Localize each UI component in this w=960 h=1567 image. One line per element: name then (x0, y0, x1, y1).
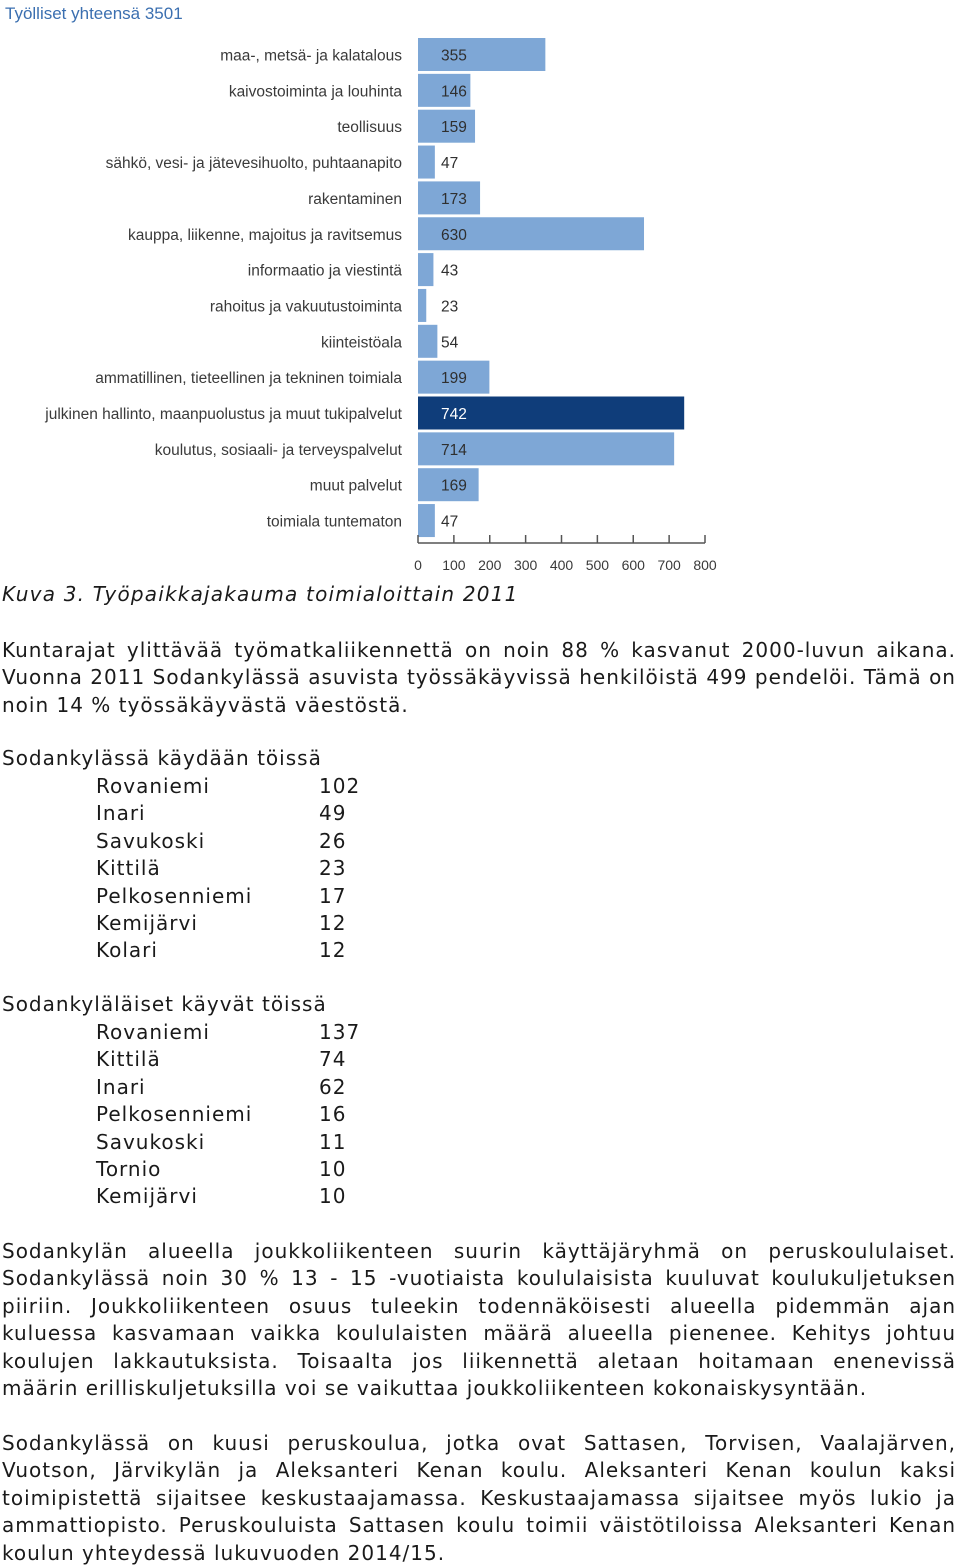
bar (418, 504, 435, 537)
place-name: Inari (96, 1074, 146, 1099)
category-label: muut palvelut (309, 477, 402, 495)
value-label: 159 (441, 119, 467, 137)
x-tick-label: 500 (585, 557, 610, 573)
place-name: Inari (96, 801, 146, 826)
commuter-count: 10 (319, 1156, 347, 1181)
commuter-count: 74 (319, 1047, 347, 1072)
value-label: 630 (441, 226, 467, 244)
paragraph-commuting: Kuntarajat ylittävää työmatkaliikennettä on noin 88 % kasvanut 2000-luvun aikana. Vuonna 2011 Sodankylässä asuvista työssäkäyvissä henkilöistä 499 pendelöi. Tämä on noin 14 % työssäkäyvästä väestöstä. (2, 638, 956, 717)
category-label: koulutus, sosiaali- ja terveyspalvelut (154, 441, 402, 459)
chart-title: Työlliset yhteensä 3501 (5, 4, 183, 23)
value-label: 47 (441, 513, 459, 531)
outgoing-heading: Sodankyläläiset käyvät töissä (2, 992, 327, 1016)
value-label: 714 (441, 441, 467, 459)
place-name: Kemijärvi (96, 1184, 198, 1209)
value-label: 47 (441, 155, 459, 173)
category-label: rahoitus ja vakuutustoiminta (209, 298, 402, 316)
commuter-count: 16 (319, 1102, 347, 1127)
paragraph-public-transport: Sodankylän alueella joukkoliikenteen suurin käyttäjäryhmä on peruskoululaiset. Sodankylässä noin 30 % 13 - 15 -vuotiaista koululaisista kuuluvat koulukuljetuksen piiriin. Joukkoliikenteen osuus tuleekin todennäköisesti alueella pidemmän ajan kuluessa kasvamaan vaikka koululaisten määrä alueella pienenee. Kehitys johtuu koulujen lakkautuksista. Toisaalta jos liikennettä aletaan hoitamaan enenevissä määrin erilliskuljetuksilla voi se vaikuttaa joukkoliikenteen kokonaiskysyntään. (2, 1239, 956, 1401)
incoming-heading: Sodankylässä käydään töissä (2, 746, 322, 770)
value-label: 146 (441, 83, 467, 101)
commuter-count: 26 (319, 828, 347, 853)
bar (418, 253, 433, 286)
value-label: 199 (441, 370, 467, 388)
commuter-count: 11 (319, 1129, 347, 1154)
commuter-count: 102 (319, 774, 361, 798)
value-label: 169 (441, 477, 467, 495)
category-label: julkinen hallinto, maanpuolustus ja muut tukipalvelut (45, 406, 402, 423)
category-label: maa-, metsä- ja kalatalous (220, 47, 402, 65)
value-label: 43 (441, 262, 459, 280)
place-name: Kemijärvi (96, 910, 198, 935)
category-label: ammatillinen, tieteellinen ja tekninen toimiala (95, 370, 402, 388)
place-name: Kolari (96, 938, 158, 963)
value-label: 23 (441, 298, 459, 316)
commuter-count: 10 (319, 1184, 347, 1209)
industry-bar-chart (0, 0, 960, 580)
place-name: Pelkosenniemi (96, 1102, 253, 1127)
bar (418, 289, 426, 322)
x-tick-label: 300 (513, 557, 538, 573)
place-name: Kittilä (96, 1047, 161, 1072)
x-tick-label: 700 (657, 557, 681, 573)
place-name: Savukoski (96, 1129, 206, 1154)
category-label: kiinteistöala (321, 334, 402, 352)
commuter-count: 49 (319, 801, 347, 826)
paragraph-schools: Sodankylässä on kuusi peruskoulua, jotka ovat Sattasen, Torvisen, Vaalajärven, Vuotson, Järvikylän ja Aleksanteri Kenan koulu. Aleksanteri Kenan koulun kaksi toimipistettä sijaitsee keskustaajamassa. Keskustaajamassa sijaitsee myös lukio ja ammattiopisto. Peruskouluista Sattasen koulu toimii väistötiloissa Aleksanteri Kenan koulun yhteydessä lukuvuoden 2014/15. (2, 1431, 956, 1565)
x-tick-label: 100 (442, 557, 466, 573)
place-name: Kittilä (96, 856, 161, 881)
commuter-count: 12 (319, 938, 347, 963)
category-label: informaatio ja viestintä (247, 262, 402, 280)
x-tick-label: 0 (414, 557, 422, 573)
x-tick-label: 400 (549, 557, 574, 573)
commuter-count: 17 (319, 883, 347, 908)
place-name: Savukoski (96, 828, 206, 853)
bar (418, 146, 435, 179)
commuter-count: 137 (319, 1020, 361, 1044)
bar (418, 325, 437, 358)
value-label: 54 (441, 334, 459, 352)
category-label: toimiala tuntematon (266, 513, 402, 531)
x-tick-label: 800 (693, 557, 717, 573)
place-name: Pelkosenniemi (96, 883, 253, 908)
category-label: kaivostoiminta ja louhinta (228, 83, 402, 101)
place-name: Rovaniemi (96, 774, 210, 798)
category-label: kauppa, liikenne, majoitus ja ravitsemus (128, 226, 402, 244)
x-tick-label: 200 (478, 557, 502, 573)
place-name: Rovaniemi (96, 1020, 210, 1044)
bar (418, 38, 545, 71)
value-label: 173 (441, 190, 467, 208)
x-tick-label: 600 (621, 557, 645, 573)
commuter-count: 12 (319, 910, 347, 935)
commuter-count: 23 (319, 856, 347, 881)
category-label: rakentaminen (308, 190, 402, 208)
value-label: 742 (441, 406, 467, 423)
figure-caption: Kuva 3. Työpaikkajakauma toimialoittain 2011 (2, 582, 519, 606)
category-label: teollisuus (337, 119, 402, 137)
category-label: sähkö, vesi- ja jätevesihuolto, puhtaanapito (105, 155, 402, 173)
place-name: Tornio (96, 1156, 162, 1181)
commuter-count: 62 (319, 1074, 347, 1099)
value-label: 355 (441, 47, 467, 65)
chart-canvas (0, 0, 960, 580)
